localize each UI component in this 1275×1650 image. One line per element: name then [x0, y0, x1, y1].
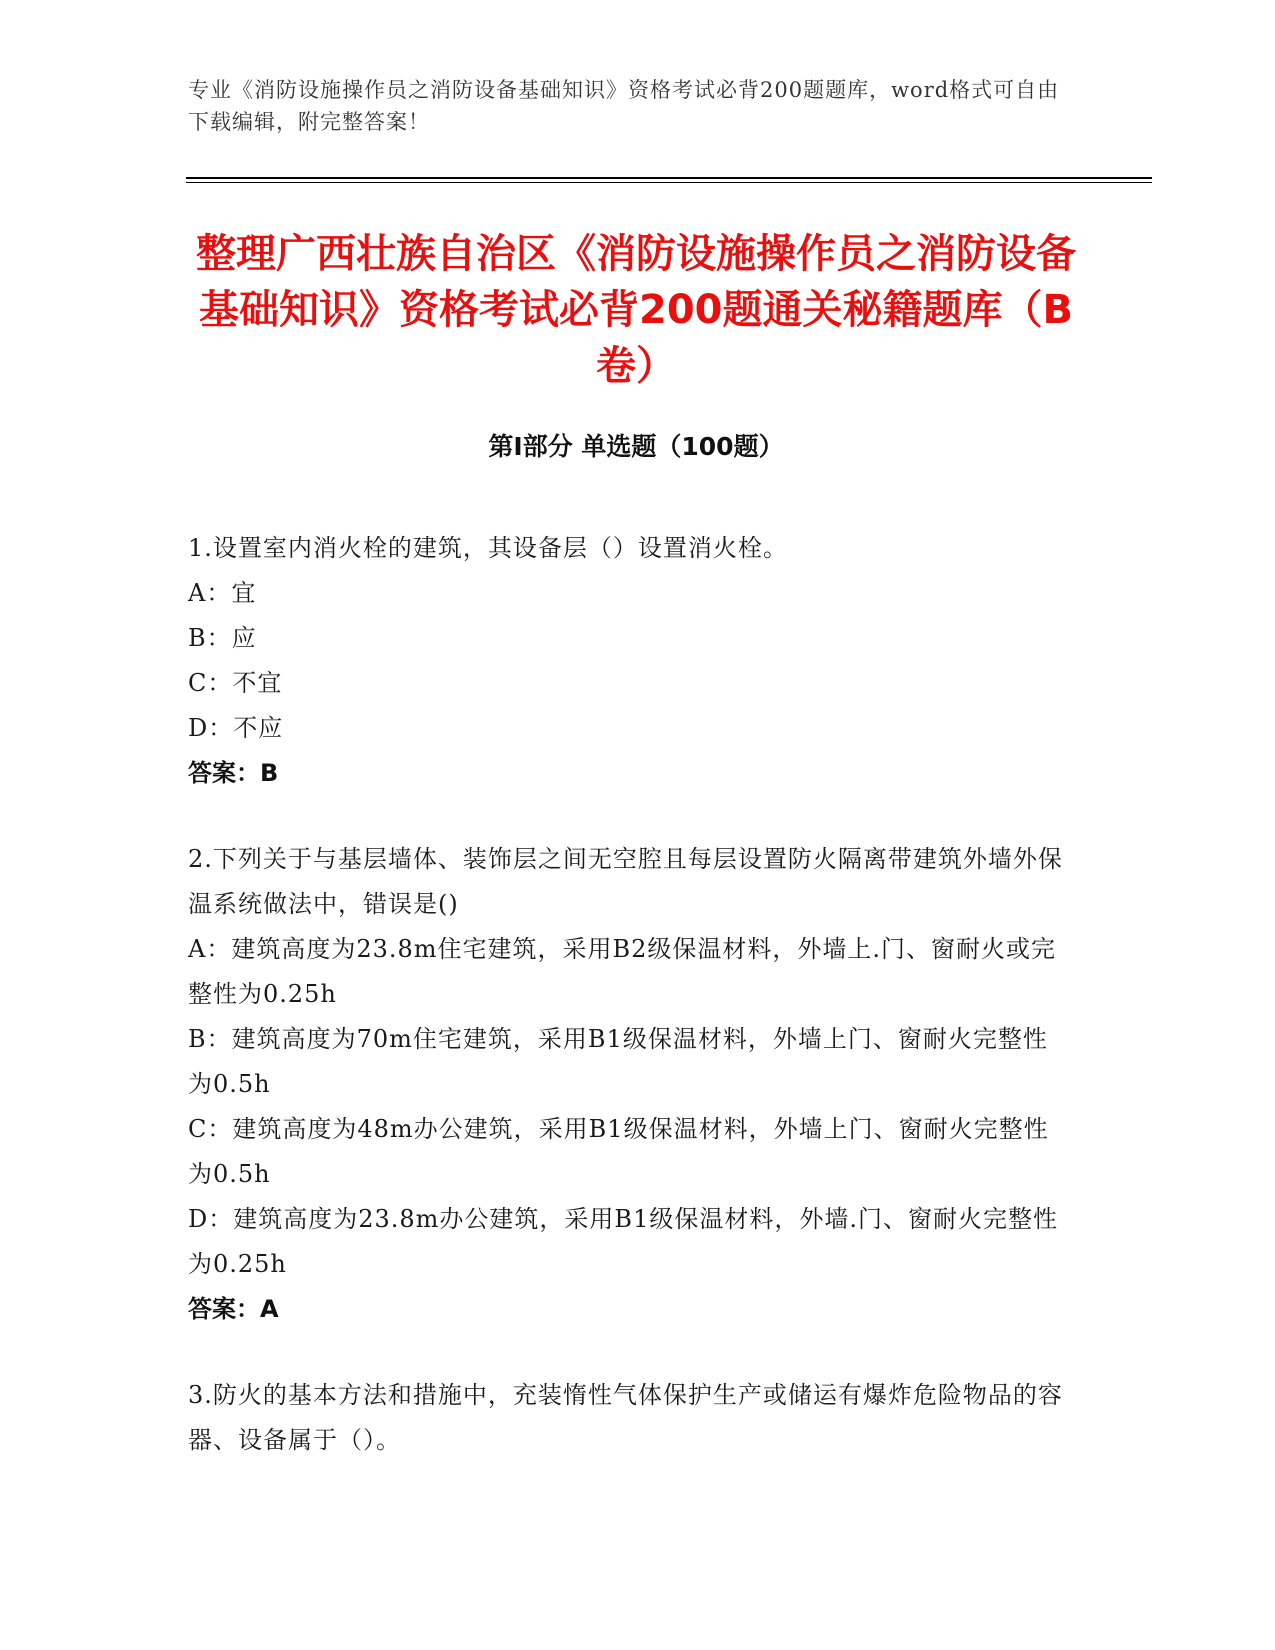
answer: 答案：A — [188, 1295, 279, 1323]
option-b: B：建筑高度为70m住宅建筑，采用B1级保温材料，外墙上门、窗耐火完整性为0.5h — [188, 1025, 1048, 1098]
question-stem: 2.下列关于与基层墙体、装饰层之间无空腔且每层设置防火隔离带建筑外墙外保温系统做法中，错误是() — [188, 845, 1063, 918]
question-stem: 1.设置室内消火栓的建筑，其设备层（）设置消火栓。 — [188, 534, 788, 562]
question-stem: 3.防火的基本方法和措施中，充装惰性气体保护生产或储运有爆炸危险物品的容器、设备属于（）。 — [188, 1381, 1063, 1454]
option-c: C：建筑高度为48m办公建筑，采用B1级保温材料，外墙上门、窗耐火完整性为0.5h — [188, 1115, 1049, 1188]
option-d: D：建筑高度为23.8m办公建筑，采用B1级保温材料，外墙.门、窗耐火完整性为0.25h — [188, 1205, 1058, 1278]
header-divider-thick — [186, 177, 1152, 179]
answer: 答案：B — [188, 759, 279, 787]
question-1 — [188, 526, 1068, 796]
option-a: A：宜 — [188, 579, 257, 607]
question-list — [188, 526, 1068, 1504]
option-c: C：不宜 — [188, 669, 283, 697]
question-2 — [188, 837, 1068, 1332]
header-divider-thin — [186, 182, 1152, 183]
header-note: 专业《消防设施操作员之消防设备基础知识》资格考试必背200题题库，word格式可自由下载编辑，附完整答案！ — [188, 78, 1060, 134]
document-title: 整理广西壮族自治区《消防设施操作员之消防设备基础知识》资格考试必背200题通关秘籍题库（B卷） — [196, 231, 1076, 389]
question-3 — [188, 1373, 1068, 1463]
section-title: 第Ⅰ部分 单选题（100题） — [488, 432, 784, 461]
option-a: A：建筑高度为23.8m住宅建筑，采用B2级保温材料，外墙上.门、窗耐火或完整性为0.25h — [188, 935, 1057, 1008]
option-d: D：不应 — [188, 714, 284, 742]
option-b: B：应 — [188, 624, 257, 652]
